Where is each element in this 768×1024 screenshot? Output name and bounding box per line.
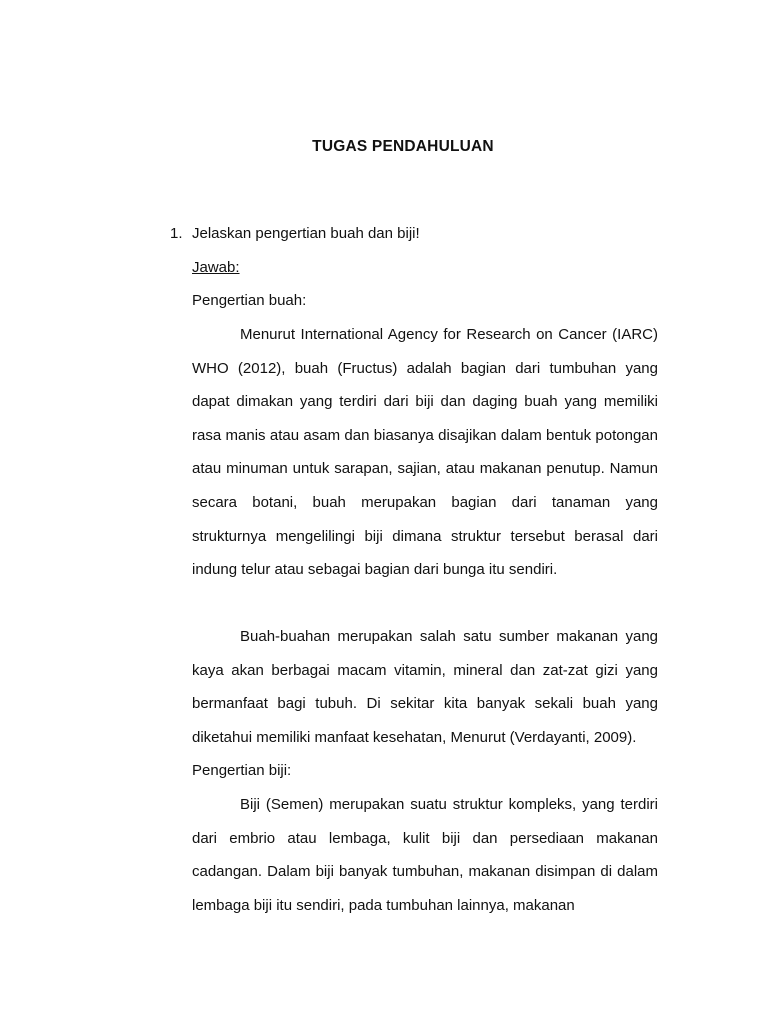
question-number: 1. — [170, 225, 183, 242]
section-heading-biji: Pengertian biji: — [192, 762, 292, 779]
answer-label: Jawab: — [192, 259, 240, 276]
paragraph-biji-definition: Biji (Semen) merupakan suatu struktur kompleks, yang terdiri dari embrio atau lembaga, kulit biji dan persediaan makanan cadangan. Dalam biji banyak tumbuhan, makanan disimpan di dalam lembaga biji itu sendiri, pada tumbuhan lainnya, makanan — [192, 796, 658, 914]
question-item — [170, 225, 420, 242]
section-heading-buah: Pengertian buah: — [192, 292, 307, 309]
question-text: Jelaskan pengertian buah dan biji! — [192, 225, 420, 242]
paragraph-buah-definition: Menurut International Agency for Research on Cancer (IARC) WHO (2012), buah (Fructus) adalah bagian dari tumbuhan yang dapat dimakan yang terdiri dari biji dan daging buah yang memiliki rasa manis atau asam dan biasanya disajikan dalam bentuk potongan atau minuman untuk sarapan, sajian, atau makanan penutup. Namun secara botani, buah merupakan bagian dari tanaman yang strukturnya mengelilingi biji dimana struktur tersebut berasal dari indung telur atau sebagai bagian dari bunga itu sendiri. — [192, 326, 658, 579]
paragraph-buah-benefits: Buah-buahan merupakan salah satu sumber makanan yang kaya akan berbagai macam vitamin, mineral dan zat-zat gizi yang bermanfaat bagi tubuh. Di sekitar kita banyak sekali buah yang diketahui memiliki manfaat kesehatan, Menurut (Verdayanti, 2009). — [192, 628, 658, 746]
page-title: TUGAS PENDAHULUAN — [312, 138, 494, 155]
